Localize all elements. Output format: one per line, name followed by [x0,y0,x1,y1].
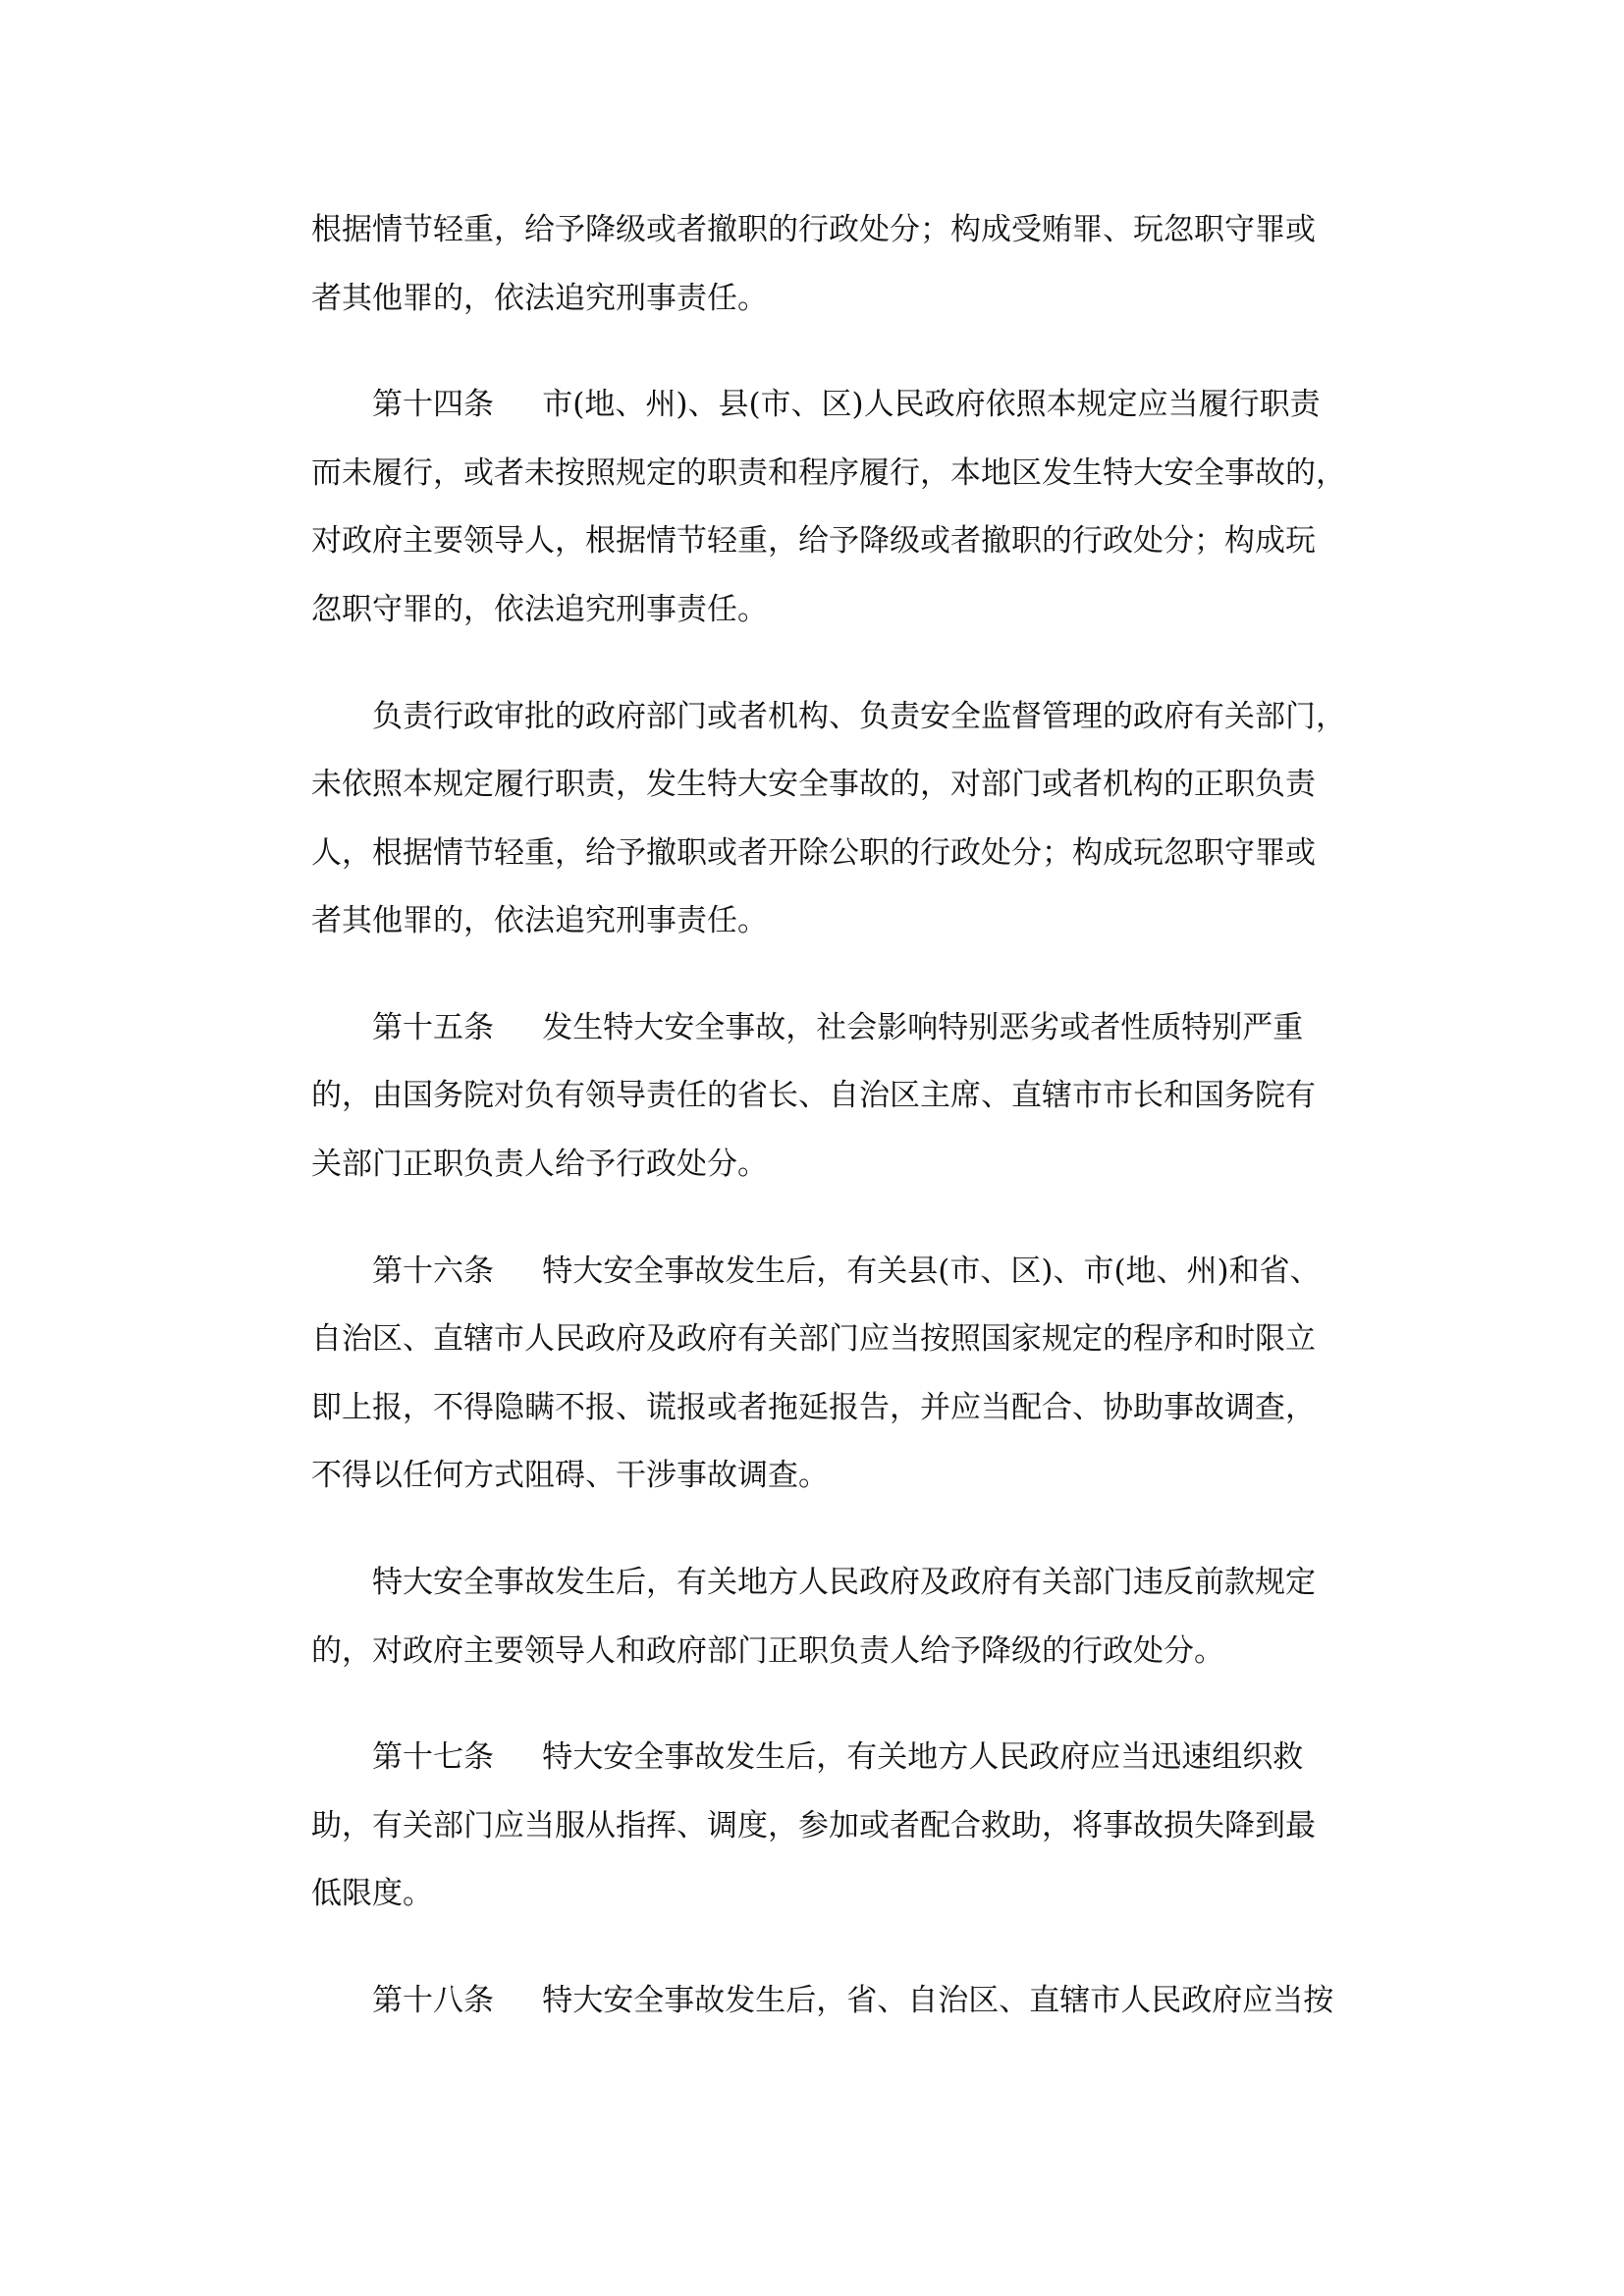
article-18-heading-line: 第十八条 特大安全事故发生后，省、自治区、直辖市人民政府应当按 [372,1983,1334,2018]
paragraph-line: 即上报，不得隐瞒不报、谎报或者拖延报告，并应当配合、协助事故调查， [311,1390,1316,1425]
paragraph-line: 负责行政审批的政府部门或者机构、负责安全监督管理的政府有关部门， [372,699,1346,734]
paragraph-line: 低限度。 [311,1876,433,1911]
paragraph-line: 人，根据情节轻重，给予撤职或者开除公职的行政处分；构成玩忽职守罪或 [311,835,1316,871]
paragraph-line: 自治区、直辖市人民政府及政府有关部门应当按照国家规定的程序和时限立 [311,1321,1316,1357]
paragraph-line: 的，由国务院对负有领导责任的省长、自治区主席、直辖市市长和国务院有 [311,1078,1316,1113]
paragraph-line: 的，对政府主要领导人和政府部门正职负责人给予降级的行政处分。 [311,1633,1224,1669]
paragraph-line: 助，有关部门应当服从指挥、调度，参加或者配合救助，将事故损失降到最 [311,1808,1316,1843]
paragraph-line: 者其他罪的，依法追究刑事责任。 [311,281,768,316]
article-17-heading-line: 第十七条 特大安全事故发生后，有关地方人民政府应当迅速组织救 [372,1739,1304,1775]
article-16-heading-line: 第十六条 特大安全事故发生后，有关县(市、区)、市(地、州)和省、 [372,1254,1321,1289]
paragraph-line: 不得以任何方式阻碍、干涉事故调查。 [311,1458,829,1493]
article-15-heading-line: 第十五条 发生特大安全事故，社会影响特别恶劣或者性质特别严重 [372,1010,1304,1045]
paragraph-line: 而未履行，或者未按照规定的职责和程序履行，本地区发生特大安全事故的， [311,455,1346,491]
paragraph-line: 特大安全事故发生后，有关地方人民政府及政府有关部门违反前款规定 [372,1565,1316,1600]
article-14-heading-line: 第十四条 市(地、州)、县(市、区)人民政府依照本规定应当履行职责 [372,387,1321,422]
paragraph-line: 对政府主要领导人，根据情节轻重，给予降级或者撤职的行政处分；构成玩 [311,523,1316,559]
paragraph-line: 未依照本规定履行职责，发生特大安全事故的，对部门或者机构的正职负责 [311,767,1316,802]
paragraph-line: 关部门正职负责人给予行政处分。 [311,1147,768,1182]
paragraph-line: 根据情节轻重，给予降级或者撤职的行政处分；构成受贿罪、玩忽职守罪或 [311,212,1316,247]
paragraph-line: 忽职守罪的，依法追究刑事责任。 [311,592,768,627]
paragraph-line: 者其他罪的，依法追究刑事责任。 [311,903,768,938]
